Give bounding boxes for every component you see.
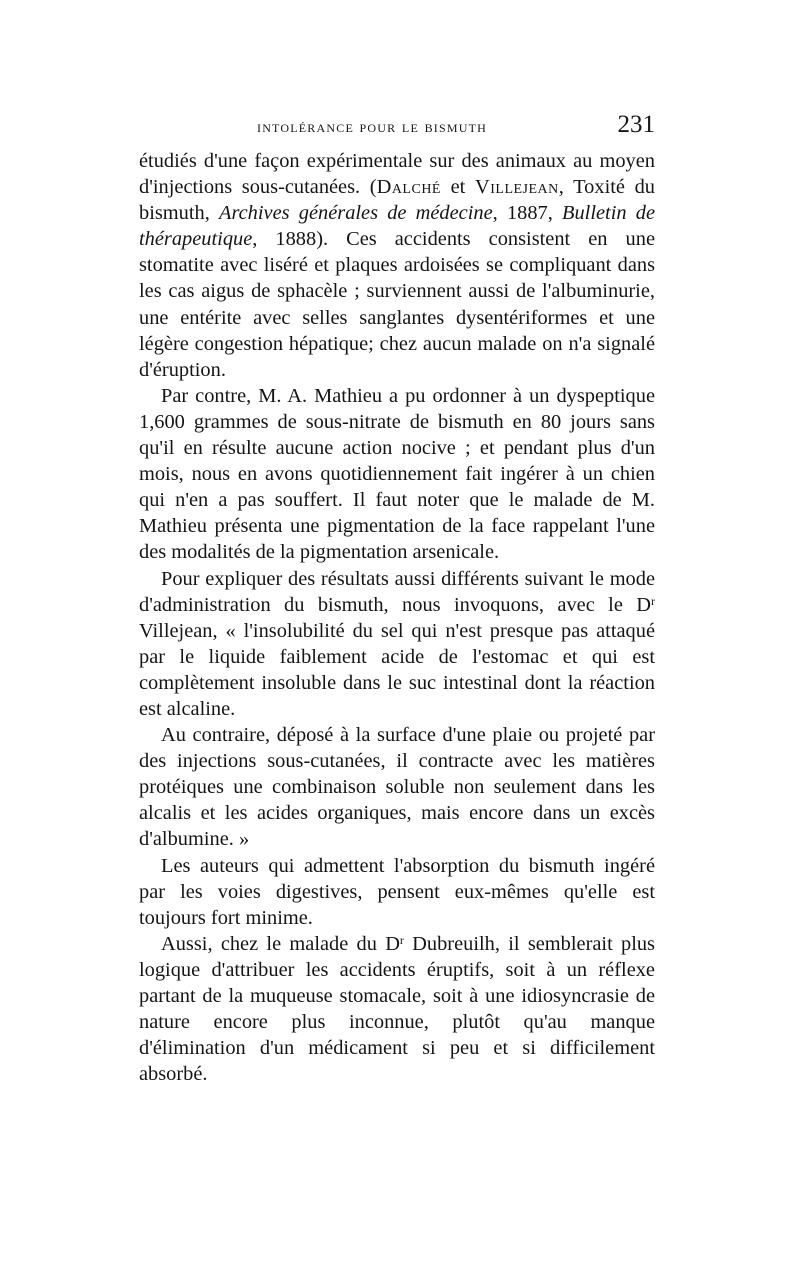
paragraph-4: Au contraire, déposé à la surface d'une plaie ou projeté par des injections sous-cutanées, il contracte avec les matières protéiques une combinaison soluble non seulement dans les alcalis et les acides organiques, mais encore dans un excès d'albumine. » [139, 724, 655, 851]
paragraph-2: Par contre, M. A. Mathieu a pu ordonner à un dyspeptique 1,600 grammes de sous-nitrate de bismuth en 80 jours sans qu'il en résulte aucune action nocive ; et pendant plus d'un mois, nous en avons quotidiennement fait ingérer à un chien qui n'en a pas souffert. Il faut noter que le malade de M. Mathieu présenta une pigmentation de la face rappelant l'une des modalités de la pigmentation arsenicale. [139, 384, 655, 564]
paragraph-1-text-e: , 1888). Ces accidents consistent en une stomatite avec liséré et plaques ardoisées se compliquant dans les cas aigus de sphacèle ; surviennent aussi de l'albuminurie, une entérite avec selles sanglantes dysentériformes et une légère congestion hépatique; chez aucun malade on n'a signalé d'éruption. [139, 228, 655, 381]
paragraph-3 [139, 566, 655, 723]
running-title: intolérance pour le bismuth [257, 116, 487, 136]
paragraph-6-text-a: Aussi, chez le malade du D [161, 932, 400, 955]
paragraph-1-text-b: et [440, 176, 475, 199]
paragraph-1-text-a: étudiés d'une façon expérimentale sur des animaux au moyen d'injections sous-cutanées. ( [139, 150, 655, 199]
journal-archives: Archives générales de médecine [219, 202, 493, 225]
paragraph-3-text-b: Villejean, « l'insolubilité du sel qui n'est presque pas attaqué par le liquide faiblement acide de l'estomac et qui est complètement insoluble dans le suc intestinal dont la réaction est alcaline. [139, 619, 655, 720]
journal-bulletin: Bulletin de thérapeutique [139, 202, 656, 251]
paragraph-6-text-b: Dubreuilh, il semblerait plus logique d'attribuer les accidents éruptifs, soit à un réflexe partant de la muqueuse stomacale, soit à une idiosyncrasie de nature encore plus inconnue, plutôt qu'au manque d'élimination d'un médicament si peu et si difficilement absorbé. [139, 932, 655, 1086]
body-text [139, 148, 655, 1087]
author-dalche: Dalché [376, 176, 441, 199]
paragraph-3-text-a: Pour expliquer des résultats aussi différents suivant le mode d'administration du bismuth, nous invoquons, avec le D [139, 567, 655, 616]
paragraph-6 [139, 931, 655, 1088]
page-header [139, 112, 655, 142]
paragraph-5: Les auteurs qui admettent l'absorption du bismuth ingéré par les voies digestives, pensent eux-mêmes qu'elle est toujours fort minime. [139, 854, 655, 929]
superscript-r: r [651, 593, 655, 608]
paragraph-1-text-c: , Toxité du bismuth, [139, 176, 655, 225]
paragraph-1-text-d: , 1887, [492, 202, 563, 225]
author-villejean: Villejean [475, 176, 559, 199]
page-number: 231 [617, 111, 655, 138]
superscript-r: r [399, 932, 404, 947]
paragraph-1 [139, 148, 655, 383]
